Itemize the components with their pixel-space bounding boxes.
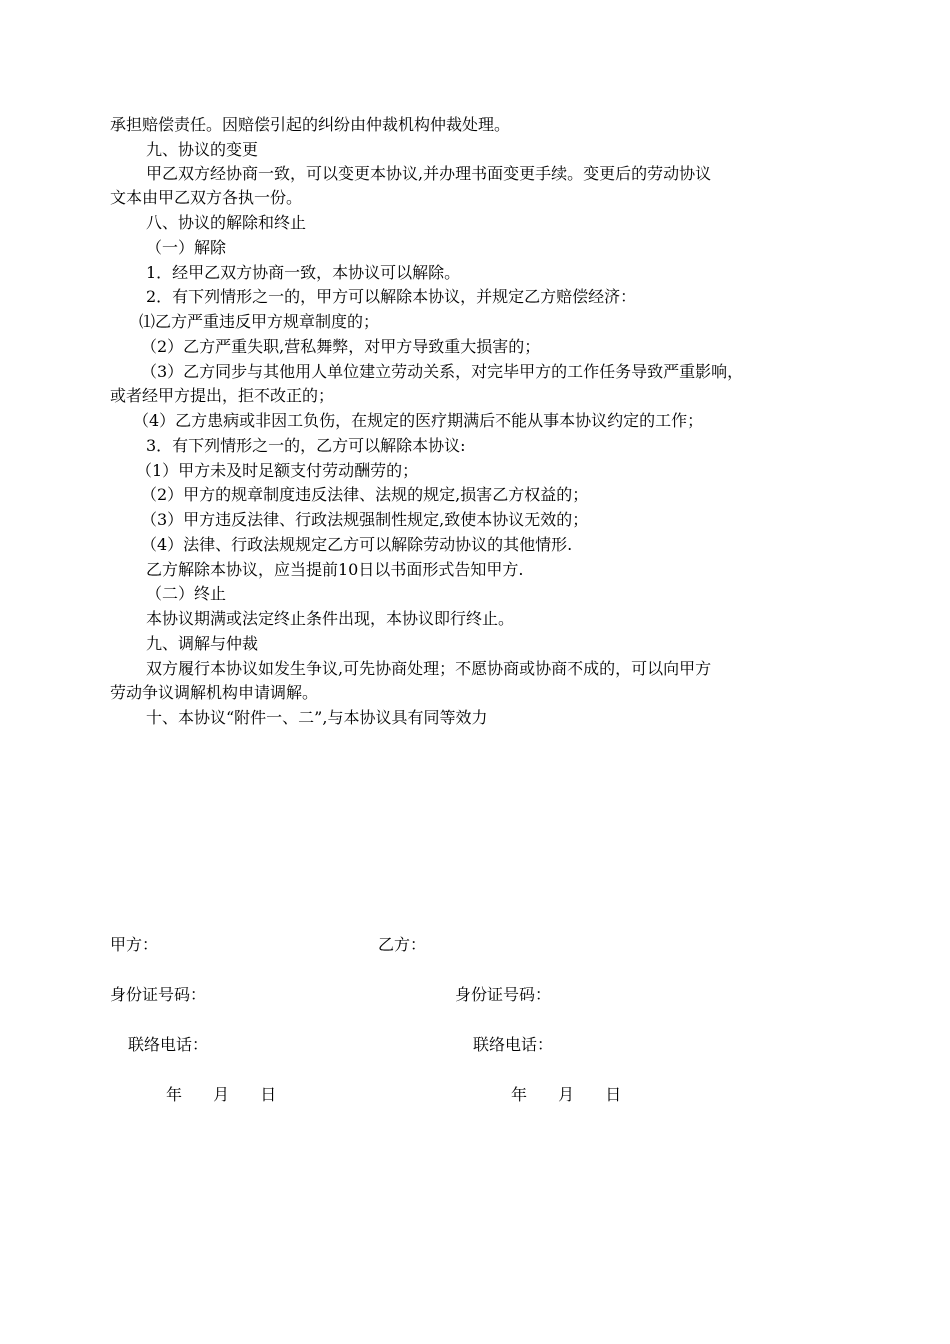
party-b-id-label: 身份证号码： bbox=[455, 985, 552, 1004]
list-item: （3）甲方违反法律、行政法规强制性规定,致使本协议无效的； bbox=[141, 510, 589, 529]
list-item: （3）乙方同步与其他用人单位建立劳动关系，对完毕甲方的工作任务导致严重影响， bbox=[141, 362, 744, 381]
list-item: 1．经甲乙双方协商一致，本协议可以解除。 bbox=[146, 263, 461, 282]
list-item: 或者经甲方提出，拒不改正的； bbox=[110, 386, 335, 405]
date-day: 日 bbox=[260, 1085, 277, 1104]
section-heading: 八、协议的解除和终止 bbox=[146, 213, 307, 232]
date-month: 月 bbox=[558, 1085, 575, 1104]
party-a-date bbox=[166, 1084, 276, 1106]
date-month: 月 bbox=[213, 1085, 230, 1104]
party-a-label: 甲方： bbox=[110, 935, 159, 954]
list-item: 2．有下列情形之一的，甲方可以解除本协议，并规定乙方赔偿经济： bbox=[146, 287, 637, 306]
party-a-id-label: 身份证号码： bbox=[110, 985, 207, 1004]
list-item: （4）法律、行政法规规定乙方可以解除劳动协议的其他情形. bbox=[141, 535, 573, 554]
party-a-phone-label: 联络电话： bbox=[128, 1035, 209, 1054]
body-line: 甲乙双方经协商一致，可以变更本协议,并办理书面变更手续。变更后的劳动协议 bbox=[146, 164, 712, 183]
body-line: 乙方解除本协议，应当提前10日以书面形式告知甲方. bbox=[146, 560, 524, 579]
subsection-heading: （二）终止 bbox=[146, 584, 227, 603]
party-b-phone-label: 联络电话： bbox=[473, 1035, 554, 1054]
section-heading: 十、本协议“附件一、二”,与本协议具有同等效力 bbox=[146, 708, 488, 727]
list-item: 3．有下列情形之一的，乙方可以解除本协议: bbox=[146, 436, 466, 455]
date-year: 年 bbox=[166, 1085, 183, 1104]
list-item: （2）甲方的规章制度违反法律、法规的规定,损害乙方权益的； bbox=[141, 485, 589, 504]
body-line: 承担赔偿责任。因赔偿引起的纠纷由仲裁机构仲裁处理。 bbox=[110, 115, 511, 134]
list-item: （2）乙方严重失职,营私舞弊，对甲方导致重大损害的； bbox=[141, 337, 541, 356]
body-line: 本协议期满或法定终止条件出现，本协议即行终止。 bbox=[146, 609, 515, 628]
list-item: （1）甲方未及时足额支付劳动酬劳的； bbox=[136, 461, 419, 480]
date-day: 日 bbox=[605, 1085, 622, 1104]
subsection-heading: （一）解除 bbox=[146, 238, 227, 257]
body-line: 双方履行本协议如发生争议,可先协商处理；不愿协商或协商不成的，可以向甲方 bbox=[146, 659, 712, 678]
list-item: （4）乙方患病或非因工负伤，在规定的医疗期满后不能从事本协议约定的工作； bbox=[133, 411, 704, 430]
party-b-label: 乙方： bbox=[378, 935, 427, 954]
section-heading: 九、协议的变更 bbox=[146, 140, 259, 159]
party-b-date bbox=[511, 1084, 621, 1106]
date-year: 年 bbox=[511, 1085, 528, 1104]
list-item: ⑴乙方严重违反甲方规章制度的； bbox=[139, 312, 380, 331]
body-line: 文本由甲乙双方各执一份。 bbox=[110, 188, 303, 207]
body-line: 劳动争议调解机构申请调解。 bbox=[110, 683, 319, 702]
section-heading: 九、调解与仲裁 bbox=[146, 634, 259, 653]
